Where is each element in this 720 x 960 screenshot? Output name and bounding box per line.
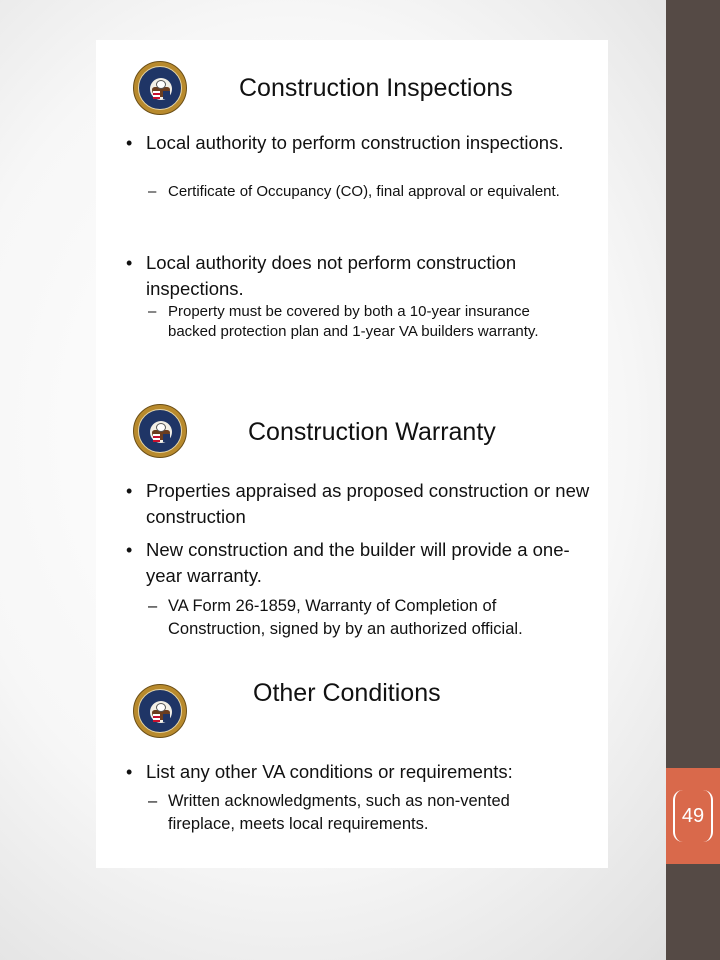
- va-seal-icon: [133, 404, 187, 458]
- dash-glyph: –: [148, 183, 157, 200]
- slide-content: [96, 40, 608, 868]
- bullet-text: Local authority does not perform construction inspections.: [146, 252, 517, 299]
- sub-bullet-text: Written acknowledgments, such as non-vented fireplace, meets local requirements.: [168, 792, 510, 833]
- bullet-text: Properties appraised as proposed construction or new construction: [146, 480, 590, 527]
- bullet-text: New construction and the builder will provide a one-year warranty.: [146, 539, 570, 586]
- bullet-text: List any other VA conditions or requirements:: [146, 761, 513, 782]
- va-seal-icon: [133, 61, 187, 115]
- page-number: 49: [681, 805, 705, 827]
- bullet-glyph: •: [126, 762, 133, 782]
- section-title: Other Conditions: [253, 679, 441, 707]
- bullet-glyph: •: [126, 133, 133, 153]
- section-title: Construction Inspections: [239, 74, 513, 102]
- section-title: Construction Warranty: [248, 418, 496, 446]
- dash-glyph: –: [148, 792, 158, 810]
- bullet-glyph: •: [126, 540, 133, 560]
- dash-glyph: –: [148, 597, 158, 615]
- bullet-text: Local authority to perform construction inspections.: [146, 132, 564, 153]
- sub-bullet-text: VA Form 26-1859, Warranty of Completion of Construction, signed by by an authorized official.: [168, 597, 523, 638]
- sub-bullet-text: Certificate of Occupancy (CO), final approval or equivalent.: [168, 183, 560, 200]
- bullet-glyph: •: [126, 253, 133, 273]
- sub-bullet-text: Property must be covered by both a 10-year insurance backed protection plan and 1-year VA builders warranty.: [168, 303, 539, 340]
- dash-glyph: –: [148, 303, 157, 320]
- bullet-glyph: •: [126, 481, 133, 501]
- page-number-badge: [666, 768, 720, 864]
- va-seal-icon: [133, 684, 187, 738]
